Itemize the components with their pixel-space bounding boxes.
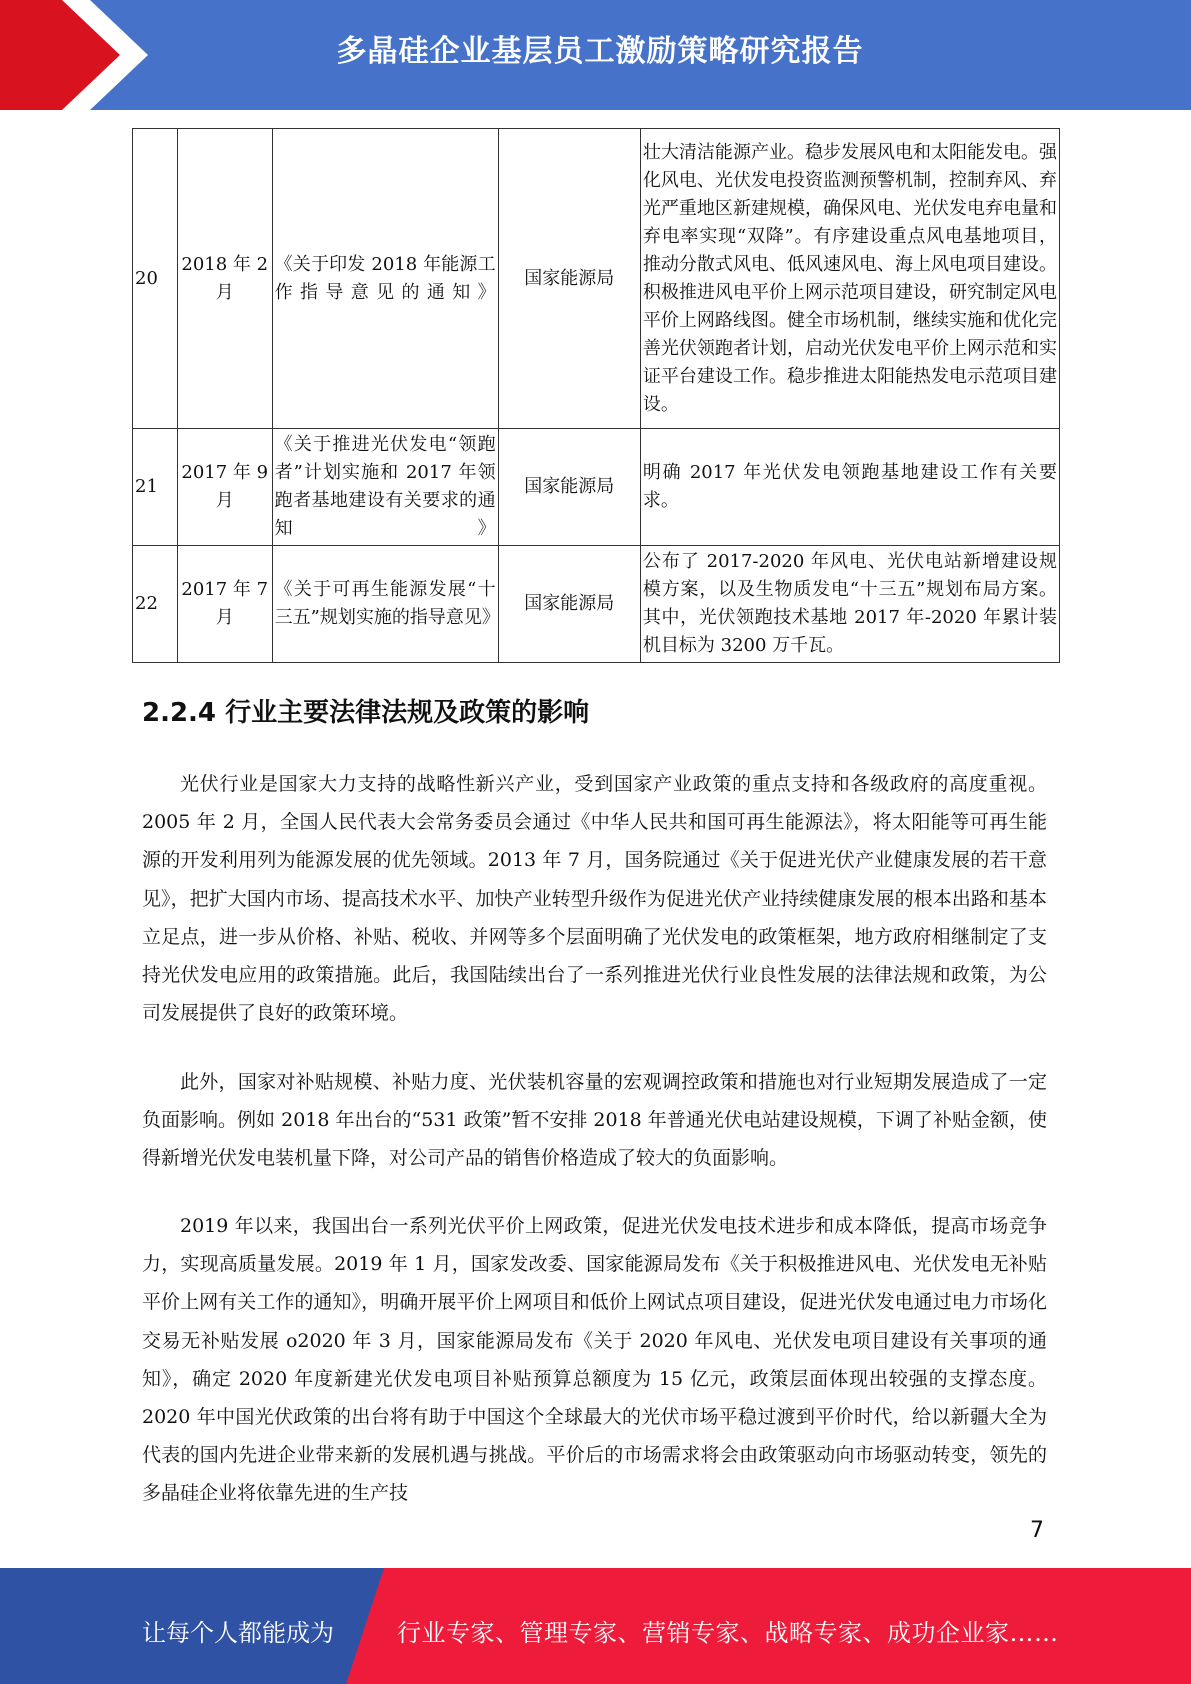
table-row (133, 429, 1060, 546)
page-footer (0, 1568, 1191, 1684)
row-content: 明确 2017 年光伏发电领跑基地建设工作有关要求。 (640, 429, 1059, 546)
row-department: 国家能源局 (498, 429, 640, 546)
row-content: 公布了 2017-2020 年风电、光伏电站新增建设规模方案，以及生物质发电“十三五”规划布局方案。其中，光伏领跑技术基地 2017 年-2020 年累计装机目标为 3200 万千瓦。 (640, 546, 1059, 663)
body-paragraph: 此外，国家对补贴规模、补贴力度、光伏装机容量的宏观调控政策和措施也对行业短期发展造成了一定负面影响。例如 2018 年出台的“531 政策”暂不安排 2018 年普通光伏电站建设规模，下调了补贴金额，使得新增光伏发电装机量下降，对公司产品的销售价格造成了较大的负面影响。 (142, 1071, 1047, 1170)
body-paragraph: 2019 年以来，我国出台一系列光伏平价上网政策，促进光伏发电技术进步和成本降低，提高市场竞争力，实现高质量发展。2019 年 1 月，国家发改委、国家能源局发布《关于积极推进风电、光伏发电无补贴平价上网有关工作的通知》，明确开展平价上网项目和低价上网试点项目建设，促进光伏发电通过电力市场化交易无补贴发展 o2020 年 3 月，国家能源局发布《关于 2020 年风电、光伏发电项目建设有关事项的通知》，确定 2020 年度新建光伏发电项目补贴预算总额度为 15 亿元，政策层面体现出较强的支撑态度。2020 年中国光伏政策的出台将有助于中国这个全球最大的光伏市场平稳过渡到平价时代，给以新疆大全为代表的国内先进企业带来新的发展机遇与挑战。平价后的市场需求将会由政策驱动向市场驱动转变，领先的多晶硅企业将依靠先进的生产技 (142, 1215, 1047, 1505)
row-title: 《关于印发 2018 年能源工作指导意见的通知》 (272, 129, 498, 429)
section-heading: 2.2.4 行业主要法律法规及政策的影响 (142, 698, 590, 728)
row-number: 22 (133, 546, 178, 663)
footer-slogan-left: 让每个人都能成为 (142, 1619, 334, 1647)
body-paragraph: 光伏行业是国家大力支持的战略性新兴产业，受到国家产业政策的重点支持和各级政府的高度重视。2005 年 2 月，全国人民代表大会常务委员会通过《中华人民共和国可再生能源法》，将太阳能等可再生能源的开发利用列为能源发展的优先领域。2013 年 7 月，国务院通过《关于促进光伏产业健康发展的若干意见》，把扩大国内市场、提高技术水平、加快产业转型升级作为促进光伏产业持续健康发展的根本出路和基本立足点，进一步从价格、补贴、税收、并网等多个层面明确了光伏发电的政策框架，地方政府相继制定了支持光伏发电应用的政策措施。此后，我国陆续出台了一系列推进光伏行业良性发展的法律法规和政策，为公司发展提供了良好的政策环境。 (142, 773, 1047, 1025)
row-number: 21 (133, 429, 178, 546)
table-row (133, 546, 1060, 663)
row-department: 国家能源局 (498, 546, 640, 663)
footer-slogan-right: 行业专家、管理专家、营销专家、战略专家、成功企业家…… (397, 1619, 1059, 1647)
row-date: 2018 年 2 月 (177, 129, 272, 429)
row-content: 壮大清洁能源产业。稳步发展风电和太阳能发电。强化风电、光伏发电投资监测预警机制，控制弃风、弃光严重地区新建规模，确保风电、光伏发电弃电量和弃电率实现“双降”。有序建设重点风电基地项目，推动分散式风电、低风速风电、海上风电项目建设。积极推进风电平价上网示范项目建设，研究制定风电平价上网路线图。健全市场机制，继续实施和优化完善光伏领跑者计划，启动光伏发电平价上网示范和实证平台建设工作。稳步推进太阳能热发电示范项目建设。 (640, 129, 1059, 429)
page-number: 7 (1030, 1518, 1044, 1543)
row-number: 20 (133, 129, 178, 429)
header-arrow-decoration (0, 0, 170, 110)
row-title: 《关于可再生能源发展“十三五”规划实施的指导意见》 (272, 546, 498, 663)
page-header (0, 0, 1191, 110)
row-date: 2017 年 9 月 (177, 429, 272, 546)
row-title: 《关于推进光伏发电“领跑者”计划实施和 2017 年领跑者基地建设有关要求的通知》 (272, 429, 498, 546)
table-row (133, 129, 1060, 429)
policy-table (132, 128, 1060, 663)
row-department: 国家能源局 (498, 129, 640, 429)
header-title: 多晶硅企业基层员工激励策略研究报告 (336, 34, 864, 69)
row-date: 2017 年 7 月 (177, 546, 272, 663)
